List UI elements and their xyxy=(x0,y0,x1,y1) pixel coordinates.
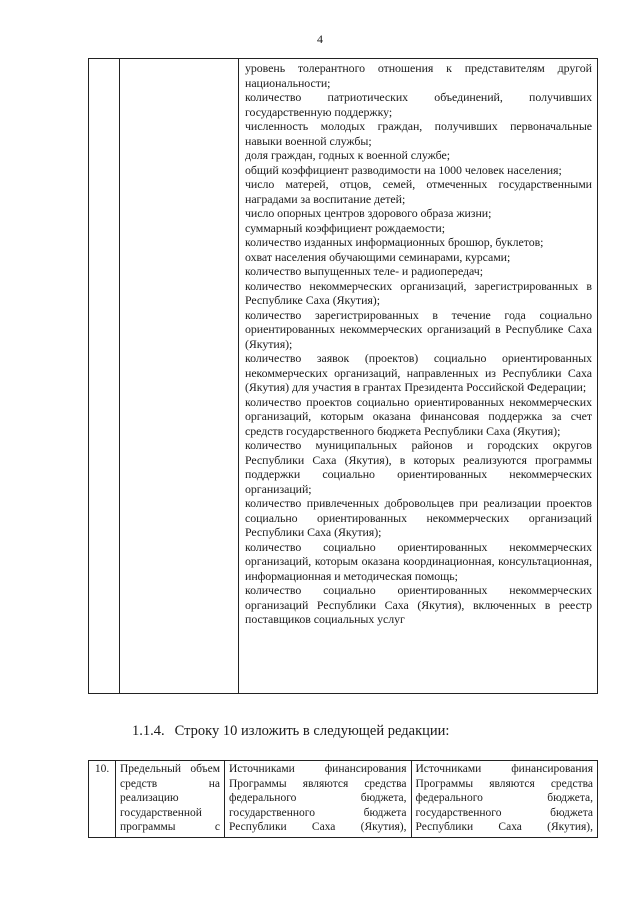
name-line: государственной xyxy=(120,806,202,819)
row10-table xyxy=(88,760,598,838)
indicator-item: количество привлеченных добровольцев при реализации проектов социально ориентированных некоммерческих организаций Республики Саха (Якутия); xyxy=(245,496,592,539)
edit-instruction xyxy=(132,723,449,740)
indicator-item: охват населения обучающими семинарами, курсами; xyxy=(245,249,511,264)
old-text-cell xyxy=(225,761,412,838)
new-text-cell xyxy=(411,761,598,838)
instruction-number: 1.1.4. xyxy=(132,723,165,739)
indicators-table xyxy=(88,58,598,694)
indicator-item: общий коэффициент разводимости на 1000 человек населения; xyxy=(245,162,562,177)
new-line: Источниками финансирования xyxy=(415,763,593,775)
page-number: 4 xyxy=(317,32,323,46)
indicator-item: количество патриотических объединений, получивших государственную поддержку; xyxy=(245,90,592,119)
row-name-cell xyxy=(116,761,225,838)
indicator-item: количество проектов социально ориентированных некоммерческих организаций, которым оказана финансовая поддержка за счет средств государственного бюджета Республики Саха (Якутия); xyxy=(245,394,592,438)
new-line: федерального бюджета, xyxy=(415,792,593,804)
old-line: федерального бюджета, xyxy=(229,792,407,804)
new-line: Программы являются средства xyxy=(415,777,593,790)
row-number-cell xyxy=(89,59,120,694)
indicator-item: количество выпущенных теле- и радиопередач; xyxy=(245,264,483,278)
table-row xyxy=(89,59,598,694)
name-line: реализацию xyxy=(120,792,179,804)
indicator-item: количество зарегистрированных в течение года социально ориентированных некоммерческих организаций в Республике Саха (Якутия); xyxy=(245,307,592,351)
indicators-cell xyxy=(239,59,598,694)
table-row xyxy=(89,761,598,838)
indicator-item: доля граждан, годных к военной службе; xyxy=(245,148,450,162)
indicator-item: количество изданных информационных брошюр, буклетов; xyxy=(245,235,544,249)
indicator-item: количество социально ориентированных некоммерческих организаций, которым оказана координационная, консультационная, информационная и методическая помощь; xyxy=(245,539,592,583)
row-name-cell xyxy=(120,59,239,694)
name-line: программы с xyxy=(120,821,220,833)
indicator-item: суммарный коэффициент рождаемости; xyxy=(245,220,445,235)
indicator-item: количество заявок (проектов) социально ориентированных некоммерческих организаций, направленных из Республики Саха (Якутия) для участия в грантах Президента Российской Федерации; xyxy=(245,351,592,394)
indicator-item: число опорных центров здорового образа жизни; xyxy=(245,206,492,220)
name-line: Предельный объем xyxy=(120,763,220,775)
indicator-item: количество муниципальных районов и городских округов Республики Саха (Якутия), в которых реализуются программы поддержки социально ориентированных некоммерческих организаций; xyxy=(245,438,592,496)
indicator-item: количество социально ориентированных некоммерческих организаций Республики Саха (Якутия), включенных в реестр поставщиков социальных услуг xyxy=(245,583,592,626)
new-line: Республики Саха (Якутия), xyxy=(415,821,593,833)
instruction-text: Строку 10 изложить в следующей редакции: xyxy=(174,723,450,739)
old-line: Источниками финансирования xyxy=(229,763,407,775)
old-line: государственного бюджета xyxy=(229,806,407,819)
indicator-item: уровень толерантного отношения к представителям другой национальности; xyxy=(245,61,592,90)
old-line: Программы являются средства xyxy=(229,777,407,790)
indicator-item: количество некоммерческих организаций, зарегистрированных в Республике Саха (Якутия); xyxy=(245,278,592,307)
indicator-item: число матерей, отцов, семей, отмеченных государственными наградами за воспитание детей; xyxy=(245,177,592,206)
indicator-item: численность молодых граждан, получивших первоначальные навыки военной службы; xyxy=(245,119,592,148)
old-line: Республики Саха (Якутия), xyxy=(229,821,407,833)
name-line: средств на xyxy=(120,777,220,790)
new-line: государственного бюджета xyxy=(415,806,593,819)
row-number-cell: 10. xyxy=(89,761,116,838)
